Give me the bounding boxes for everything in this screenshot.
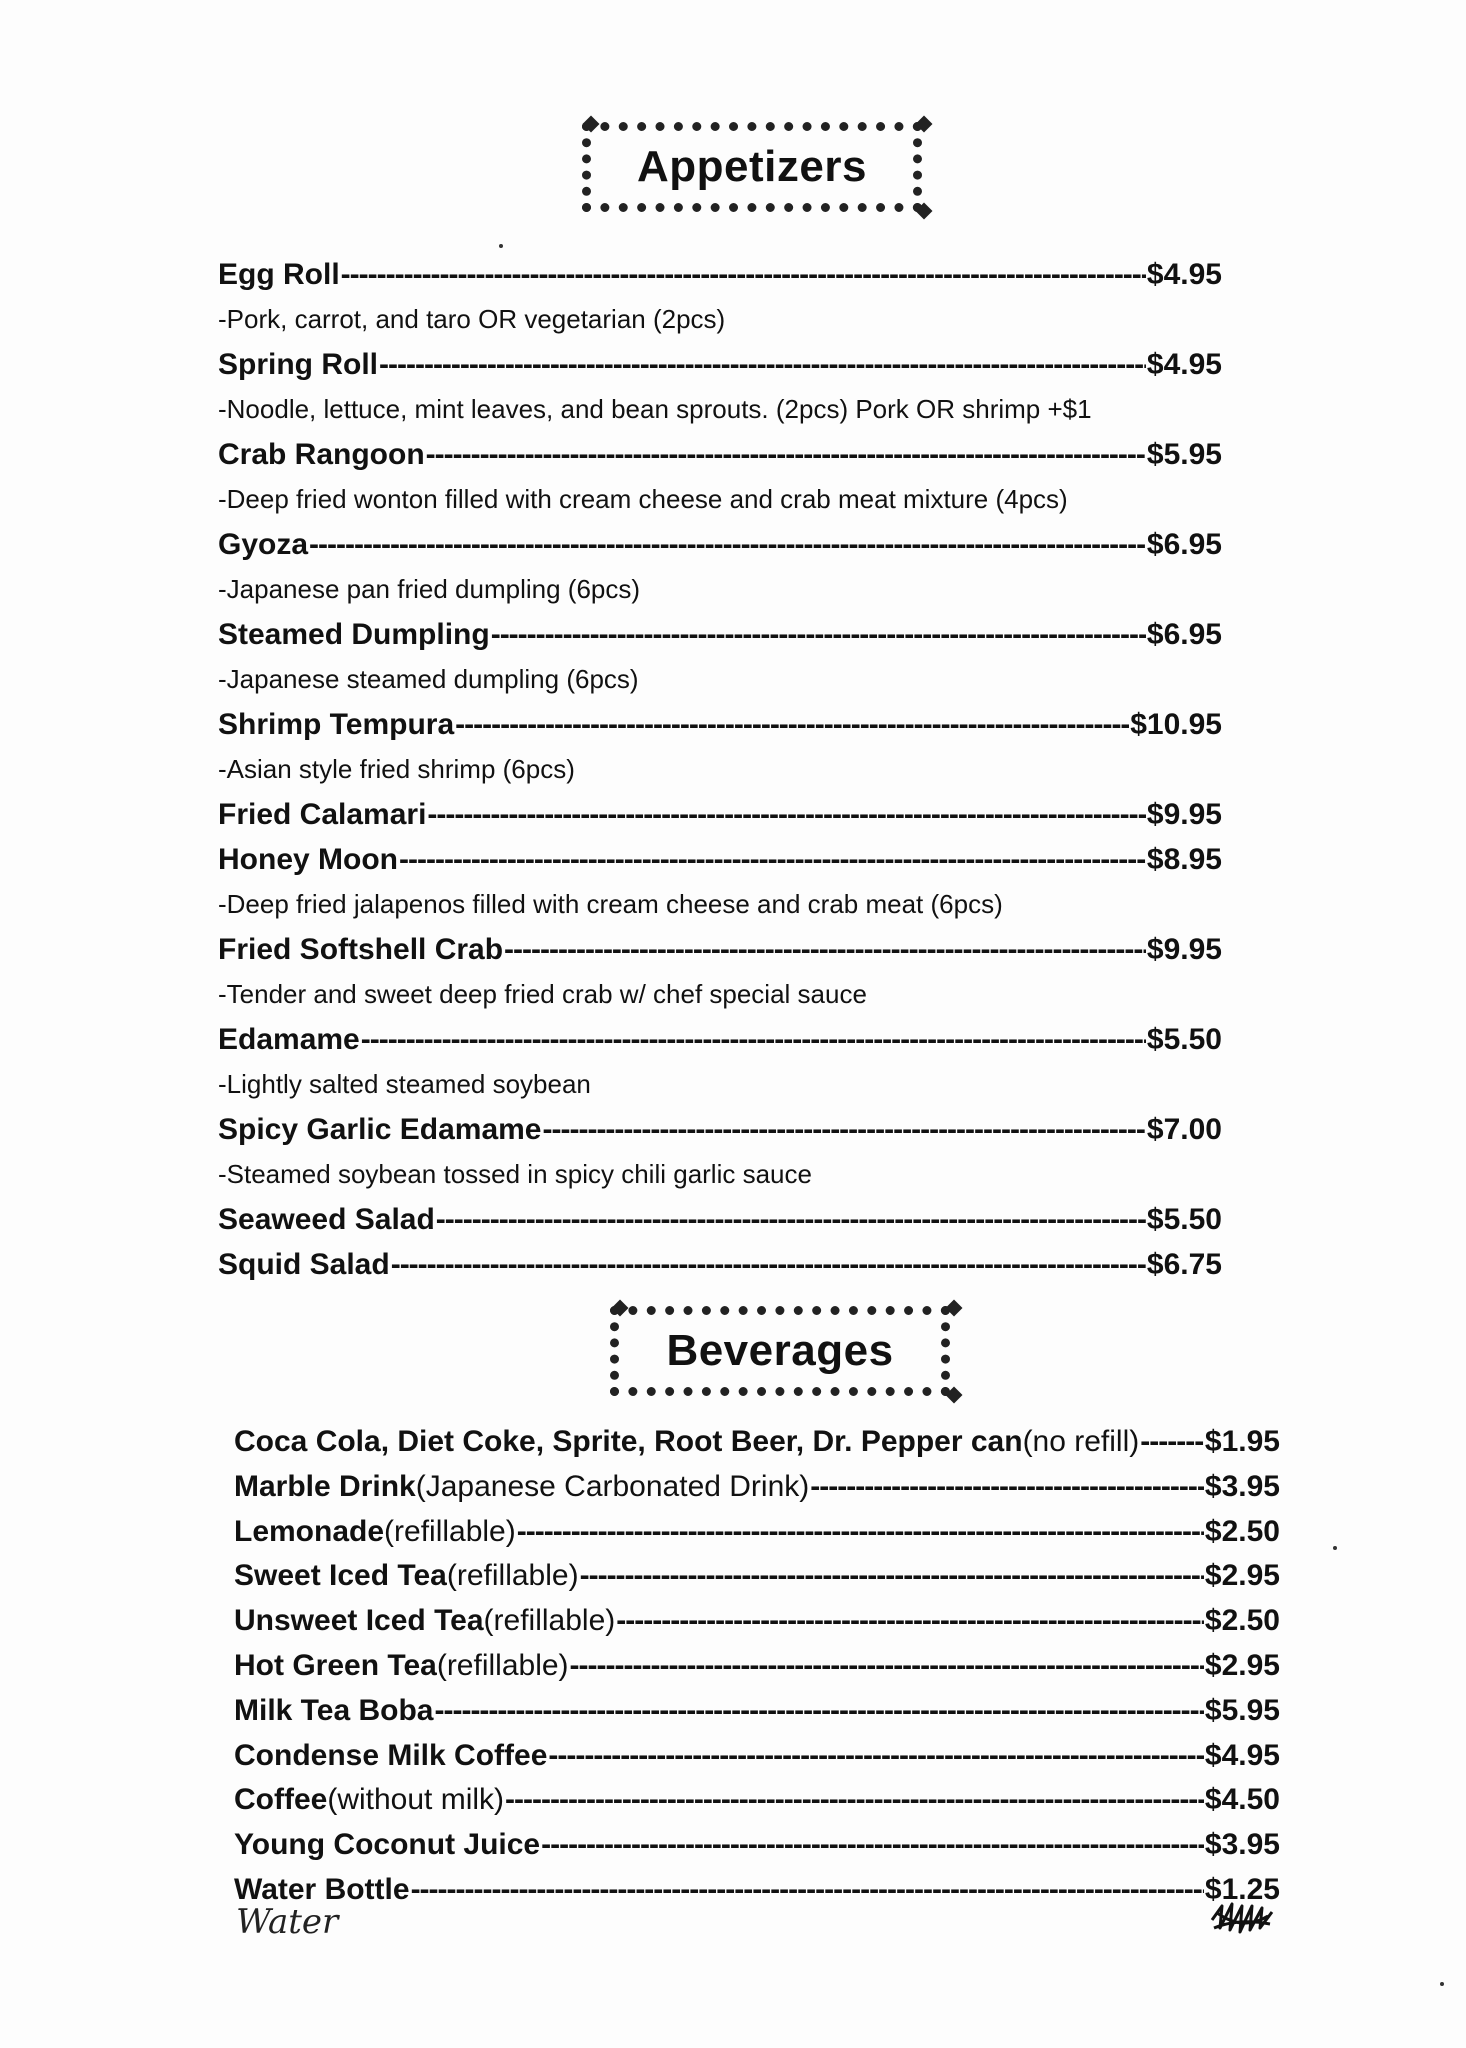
dotted-leader (570, 1644, 1204, 1689)
item-description: -Tender and sweet deep fried crab w/ chef special sauce (218, 979, 867, 1009)
menu-item-line (218, 1017, 1222, 1062)
menu-item-line (218, 522, 1222, 567)
item-name: Spring Roll (218, 348, 378, 381)
dotted-leader (426, 432, 1146, 477)
dotted-leader (361, 1017, 1146, 1062)
item-name: Coca Cola, Diet Coke, Sprite, Root Beer, Dr. Pepper can (234, 1425, 1023, 1458)
item-price: $9.95 (1146, 798, 1222, 831)
item-name: Water Bottle (234, 1872, 410, 1906)
item-price: $5.95 (1204, 1693, 1280, 1727)
item-name: Edamame (218, 1023, 360, 1056)
dotted-leader (810, 1465, 1204, 1510)
dotted-leader (517, 1510, 1204, 1555)
item-name: Crab Rangoon (218, 438, 425, 471)
menu-item (234, 1823, 1280, 1868)
item-name: Milk Tea Boba (234, 1693, 434, 1727)
scribble-mark-icon (1208, 1898, 1278, 1938)
menu-item (218, 252, 1222, 342)
item-price: $6.95 (1146, 528, 1222, 561)
item-name: Condense Milk Coffee (234, 1738, 548, 1772)
item-name: Fried Softshell Crab (218, 933, 504, 966)
item-name: Shrimp Tempura (218, 708, 455, 741)
dotted-leader (411, 1868, 1204, 1913)
appetizer-list (218, 252, 1222, 1287)
dotted-leader (309, 522, 1146, 567)
menu-item-line (234, 1823, 1280, 1868)
menu-item-line (218, 612, 1222, 657)
item-description: -Pork, carrot, and taro OR vegetarian (2pcs) (218, 304, 726, 334)
dotted-leader (427, 792, 1146, 837)
menu-item (234, 1868, 1280, 1913)
dotted-leader (379, 342, 1146, 387)
item-price: $2.50 (1204, 1604, 1280, 1638)
menu-item (218, 1242, 1222, 1287)
menu-item-line (218, 1107, 1222, 1152)
item-note: (refillable) (436, 1648, 569, 1682)
dotted-leader (491, 612, 1146, 657)
menu-item (234, 1689, 1280, 1734)
item-note: (refillable) (384, 1514, 516, 1548)
item-name: Coffee (234, 1783, 328, 1817)
appetizers-heading-box (582, 122, 922, 212)
menu-item (218, 522, 1222, 612)
item-name: Lemonade (234, 1514, 385, 1548)
item-price: $5.50 (1146, 1203, 1222, 1236)
dotted-leader (434, 1689, 1203, 1734)
dotted-leader (455, 702, 1129, 747)
menu-item (218, 1017, 1222, 1107)
item-name: Spicy Garlic Edamame (218, 1113, 542, 1146)
item-price: $9.95 (1146, 933, 1222, 966)
menu-item-line (234, 1734, 1280, 1779)
item-price: $1.95 (1204, 1425, 1280, 1458)
dotted-leader (391, 1242, 1146, 1287)
item-description: -Asian style fried shrimp (6pcs) (218, 754, 575, 784)
menu-item (234, 1734, 1280, 1779)
item-price: $2.50 (1204, 1514, 1280, 1548)
beverages-title: Beverages (666, 1326, 894, 1375)
menu-item-line (218, 1197, 1222, 1242)
dotted-leader (504, 927, 1146, 972)
item-name: Fried Calamari (218, 798, 427, 831)
beverage-list (234, 1420, 1280, 1913)
menu-item (234, 1510, 1280, 1555)
item-price: $8.95 (1146, 843, 1222, 876)
item-price: $4.95 (1146, 348, 1222, 381)
menu-item (218, 612, 1222, 702)
menu-item-line (218, 792, 1222, 837)
item-price: $6.95 (1146, 618, 1222, 651)
dotted-leader (541, 1823, 1204, 1868)
menu-item-line (218, 432, 1222, 477)
menu-item-line (234, 1599, 1280, 1644)
appetizers-title: Appetizers (637, 142, 867, 191)
item-price: $10.95 (1130, 708, 1222, 741)
item-name: Sweet Iced Tea (234, 1559, 447, 1593)
menu-item-line (218, 837, 1222, 882)
item-price: $4.95 (1204, 1738, 1280, 1772)
menu-item-line (218, 252, 1222, 297)
menu-item-line (234, 1510, 1280, 1555)
menu-item (234, 1599, 1280, 1644)
dotted-leader (580, 1554, 1204, 1599)
dotted-leader (399, 837, 1146, 882)
item-name: Honey Moon (218, 843, 398, 876)
menu-item-line (218, 927, 1222, 972)
item-note: (without milk) (327, 1783, 505, 1817)
scan-speck (1333, 1546, 1337, 1550)
item-name: Steamed Dumpling (218, 618, 490, 651)
beverages-heading-box (610, 1306, 950, 1396)
item-description: -Japanese steamed dumpling (6pcs) (218, 664, 639, 694)
item-price: $6.75 (1146, 1248, 1222, 1281)
menu-item-line (218, 1242, 1222, 1287)
item-note: (refillable) (446, 1559, 579, 1593)
item-name: Hot Green Tea (234, 1648, 437, 1682)
menu-item (218, 792, 1222, 837)
dotted-leader (543, 1107, 1146, 1152)
item-price: $5.95 (1146, 438, 1222, 471)
item-name: Marble Drink (234, 1469, 416, 1503)
dotted-leader (341, 252, 1146, 297)
item-description: -Deep fried wonton filled with cream cheese and crab meat mixture (4pcs) (218, 484, 1068, 514)
item-name: Seaweed Salad (218, 1203, 435, 1236)
menu-item (218, 837, 1222, 927)
item-name: Squid Salad (218, 1248, 390, 1281)
menu-item (218, 342, 1222, 432)
item-name: Egg Roll (218, 258, 340, 291)
dotted-leader (505, 1778, 1204, 1823)
item-price: $1.25 (1204, 1872, 1280, 1906)
item-price: $3.95 (1204, 1469, 1280, 1503)
menu-item (234, 1644, 1280, 1689)
menu-item (218, 432, 1222, 522)
menu-item (218, 1107, 1222, 1197)
item-price: $2.95 (1204, 1559, 1280, 1593)
menu-item (234, 1778, 1280, 1823)
dotted-leader (1140, 1420, 1204, 1465)
item-name: Gyoza (218, 528, 309, 561)
item-price: $4.95 (1146, 258, 1222, 291)
item-description: -Lightly salted steamed soybean (218, 1069, 591, 1099)
menu-item-line (234, 1689, 1280, 1734)
dotted-leader (436, 1197, 1146, 1242)
menu-item-line (234, 1868, 1280, 1913)
item-name: Young Coconut Juice (234, 1828, 541, 1862)
menu-item-line (234, 1778, 1280, 1823)
item-name: Unsweet Iced Tea (234, 1604, 484, 1638)
item-description: -Japanese pan fried dumpling (6pcs) (218, 574, 641, 604)
menu-item-line (218, 342, 1222, 387)
dotted-leader (548, 1734, 1204, 1779)
menu-item-line (234, 1465, 1280, 1510)
item-note: (no refill) (1022, 1425, 1140, 1458)
menu-item-line (234, 1554, 1280, 1599)
menu-item (218, 1197, 1222, 1242)
menu-item-line (218, 702, 1222, 747)
item-description: -Noodle, lettuce, mint leaves, and bean sprouts. (2pcs) Pork OR shrimp +$1 (218, 394, 1092, 424)
menu-item (218, 702, 1222, 792)
item-price: $4.50 (1204, 1783, 1280, 1817)
item-description: -Steamed soybean tossed in spicy chili garlic sauce (218, 1159, 812, 1189)
item-price: $5.50 (1146, 1023, 1222, 1056)
item-note: (Japanese Carbonated Drink) (415, 1469, 810, 1503)
scan-speck (1440, 1982, 1444, 1986)
menu-item (234, 1420, 1280, 1465)
menu-item (218, 927, 1222, 1017)
menu-item (234, 1554, 1280, 1599)
item-price: $7.00 (1146, 1113, 1222, 1146)
handwritten-note: Water (236, 1902, 339, 1942)
scan-speck (499, 244, 503, 248)
menu-item-line (234, 1644, 1280, 1689)
item-price: $3.95 (1204, 1828, 1280, 1862)
menu-item-line (234, 1420, 1280, 1465)
item-note: (refillable) (483, 1604, 616, 1638)
dotted-leader (616, 1599, 1204, 1644)
menu-item (234, 1465, 1280, 1510)
item-price: $2.95 (1204, 1648, 1280, 1682)
item-description: -Deep fried jalapenos filled with cream cheese and crab meat (6pcs) (218, 889, 1003, 919)
